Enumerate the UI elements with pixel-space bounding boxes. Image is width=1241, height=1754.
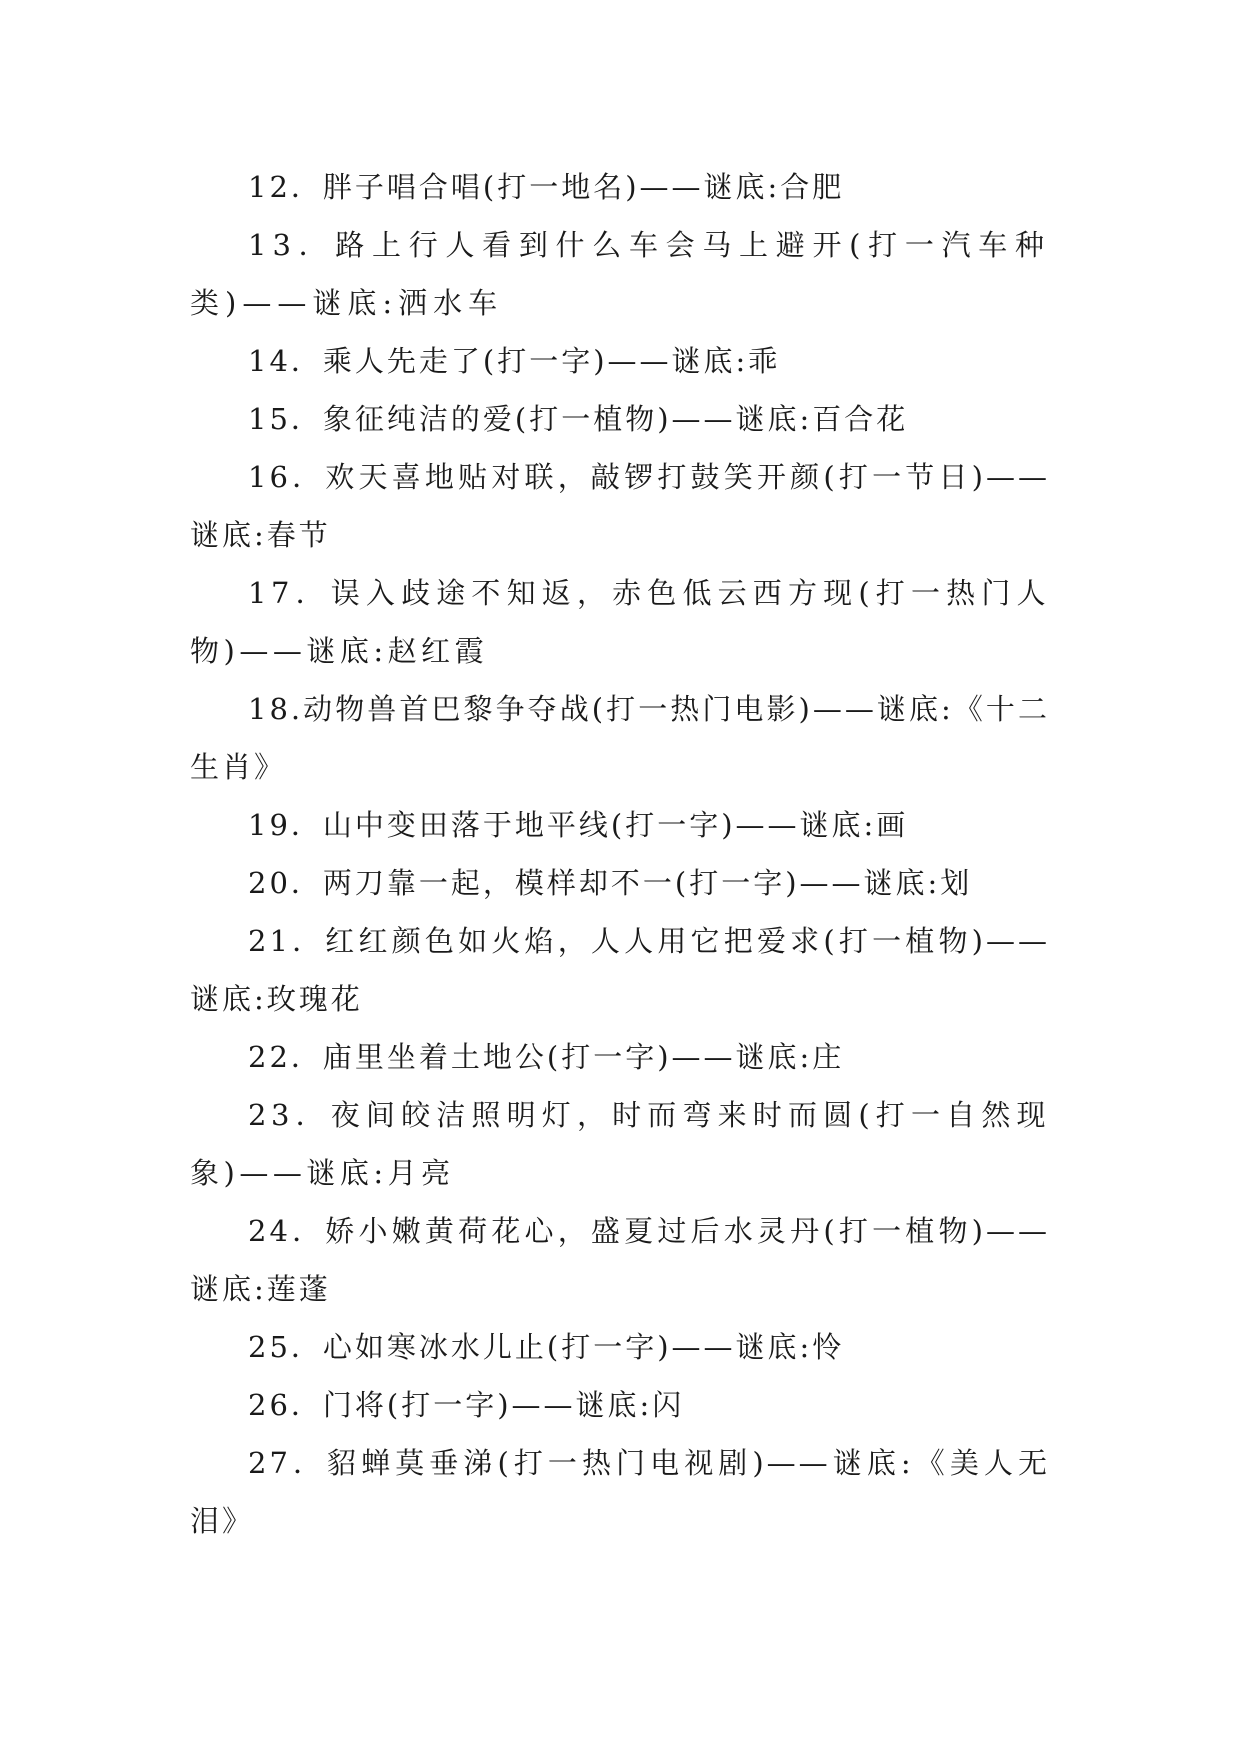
riddle-paragraph: 19．山中变田落于地平线(打一字)——谜底:画 [248,808,909,842]
riddle-paragraph: 13．路上行人看到什么车会马上避开(打一汽车种类)——谜底:洒水车 [190,228,1050,320]
riddle-paragraph: 15．象征纯洁的爱(打一植物)——谜底:百合花 [248,402,909,436]
riddle-paragraph: 21．红红颜色如火焰，人人用它把爱求(打一植物)——谜底:玫瑰花 [190,924,1050,1016]
riddle-paragraph: 17．误入歧途不知返，赤色低云西方现(打一热门人物)——谜底:赵红霞 [190,576,1050,668]
riddle-paragraph: 24．娇小嫩黄荷花心，盛夏过后水灵丹(打一植物)——谜底:莲蓬 [190,1214,1050,1306]
riddle-paragraph: 14．乘人先走了(打一字)——谜底:乖 [248,344,781,378]
riddle-paragraph: 26．门将(打一字)——谜底:闪 [248,1388,685,1422]
riddle-paragraph: 27．貂蝉莫垂涕(打一热门电视剧)——谜底:《美人无泪》 [190,1446,1050,1538]
riddle-paragraph: 23．夜间皎洁照明灯，时而弯来时而圆(打一自然现象)——谜底:月亮 [190,1098,1050,1190]
riddle-paragraph: 22．庙里坐着土地公(打一字)——谜底:庄 [248,1040,845,1074]
riddle-paragraph: 25．心如寒冰水儿止(打一字)——谜底:怜 [248,1330,845,1364]
riddle-paragraph: 18.动物兽首巴黎争夺战(打一热门电影)——谜底:《十二生肖》 [190,692,1050,784]
document-page [190,158,1050,1550]
riddle-paragraph: 16．欢天喜地贴对联，敲锣打鼓笑开颜(打一节日)——谜底:春节 [190,460,1050,552]
riddle-paragraph: 12．胖子唱合唱(打一地名)——谜底:合肥 [248,170,845,204]
riddle-paragraph: 20．两刀靠一起，模样却不一(打一字)——谜底:划 [248,866,973,900]
